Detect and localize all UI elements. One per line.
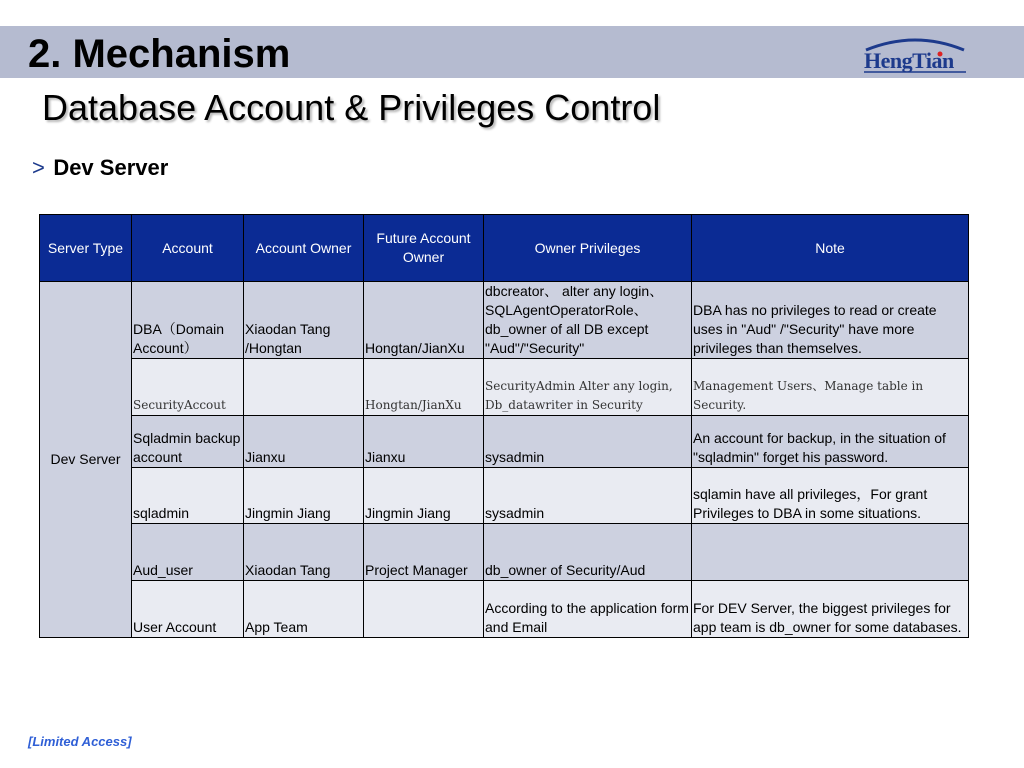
- owner-cell: App Team: [244, 581, 364, 638]
- server-type-cell: Dev Server: [40, 282, 132, 638]
- owner-cell: Xiaodan Tang /Hongtan: [244, 282, 364, 359]
- account-cell: DBA（Domain Account）: [132, 282, 244, 359]
- bullet-arrow-icon: >: [32, 155, 45, 180]
- account-cell: sqladmin: [132, 468, 244, 524]
- bullet-item: [32, 154, 168, 182]
- column-header-account-owner: Account Owner: [244, 215, 364, 282]
- column-header-account: Account: [132, 215, 244, 282]
- future-owner-cell: Jianxu: [364, 416, 484, 468]
- column-header-note: Note: [692, 215, 969, 282]
- account-cell: Sqladmin backup account: [132, 416, 244, 468]
- table-row: [40, 524, 969, 581]
- note-cell: An account for backup, in the situation of "sqladmin" forget his password.: [692, 416, 969, 468]
- owner-cell: Xiaodan Tang: [244, 524, 364, 581]
- note-cell: Management Users、Manage table in Security.: [692, 359, 969, 416]
- limited-access-note: [Limited Access]: [28, 734, 132, 749]
- note-cell: DBA has no privileges to read or create uses in "Aud" /"Security" have more privileges than themselves.: [692, 282, 969, 359]
- owner-cell: Jingmin Jiang: [244, 468, 364, 524]
- table-row: [40, 359, 969, 416]
- column-header-future-account-owner: Future Account Owner: [364, 215, 484, 282]
- future-owner-cell: Hongtan/JianXu: [364, 359, 484, 416]
- account-cell: User Account: [132, 581, 244, 638]
- column-header-owner-privileges: Owner Privileges: [484, 215, 692, 282]
- privileges-cell: According to the application form and Email: [484, 581, 692, 638]
- table-header-row: [40, 215, 969, 282]
- section-title: 2. Mechanism: [28, 32, 291, 76]
- table-row: [40, 581, 969, 638]
- privileges-cell: sysadmin: [484, 416, 692, 468]
- column-header-server-type: Server Type: [40, 215, 132, 282]
- future-owner-cell: Hongtan/JianXu: [364, 282, 484, 359]
- future-owner-cell: [364, 581, 484, 638]
- privileges-table: [39, 214, 969, 638]
- future-owner-cell: Jingmin Jiang: [364, 468, 484, 524]
- privileges-cell: sysadmin: [484, 468, 692, 524]
- account-cell: SecurityAccout: [132, 359, 244, 416]
- logo-text: HengTian: [864, 48, 954, 73]
- table-row: [40, 282, 969, 359]
- note-cell: For DEV Server, the biggest privileges for app team is db_owner for some databases.: [692, 581, 969, 638]
- page-title: Database Account & Privileges Control: [42, 87, 661, 128]
- account-cell: Aud_user: [132, 524, 244, 581]
- privileges-cell: dbcreator、 alter any login、SQLAgentOperatorRole、db_owner of all DB except "Aud"/"Security": [484, 282, 692, 359]
- privileges-cell: SecurityAdmin Alter any login, Db_datawriter in Security: [484, 359, 692, 416]
- bullet-text: Dev Server: [53, 155, 169, 180]
- note-cell: sqlamin have all privileges，For grant Privileges to DBA in some situations.: [692, 468, 969, 524]
- future-owner-cell: Project Manager: [364, 524, 484, 581]
- table-row: [40, 416, 969, 468]
- note-cell: [692, 524, 969, 581]
- owner-cell: [244, 359, 364, 416]
- owner-cell: Jianxu: [244, 416, 364, 468]
- hengtian-logo: [860, 34, 970, 76]
- table-row: [40, 468, 969, 524]
- privileges-cell: db_owner of Security/Aud: [484, 524, 692, 581]
